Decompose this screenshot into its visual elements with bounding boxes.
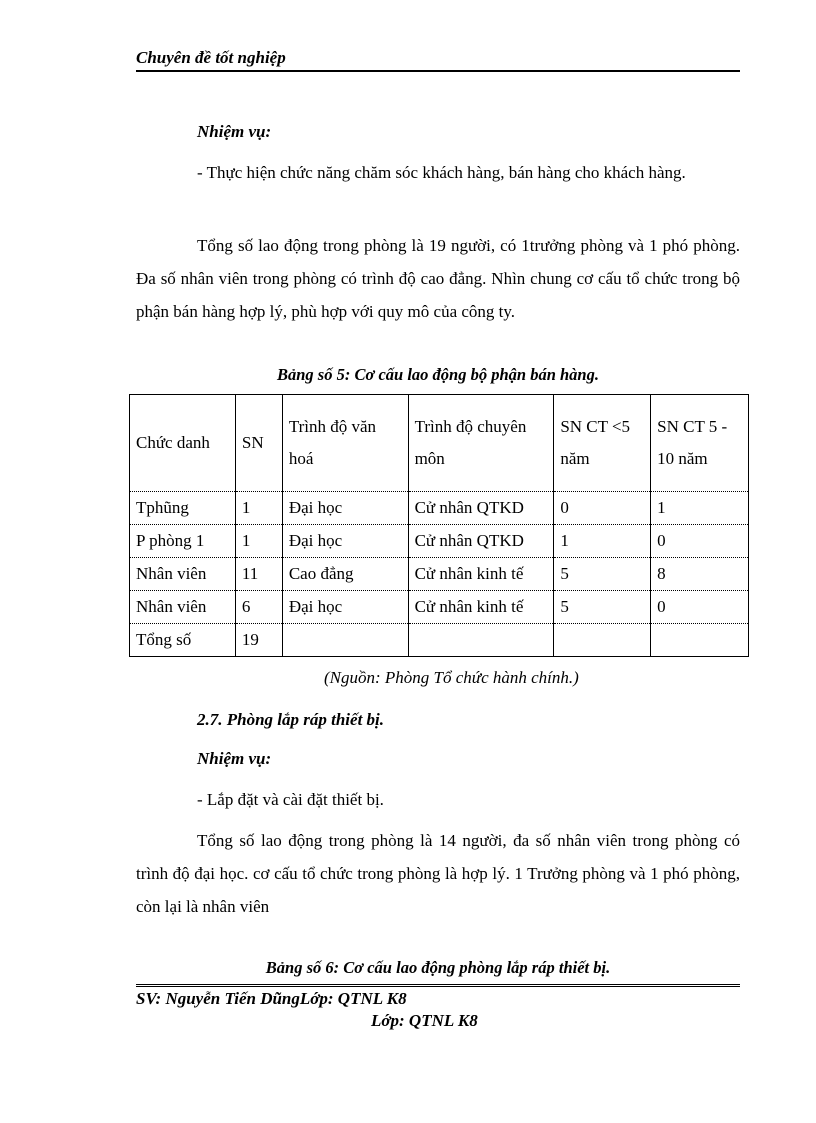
table-row (130, 591, 749, 624)
task-heading-2: Nhiệm vụ: (197, 749, 272, 768)
table-cell: P phòng 1 (130, 525, 236, 558)
section-heading: 2.7. Phòng lắp ráp thiết bị. (197, 710, 385, 729)
header-lt5: SN CT <5 năm (554, 395, 651, 492)
table-cell: Cử nhân kinh tế (408, 591, 554, 624)
table-cell: 0 (651, 525, 749, 558)
table-cell: 11 (235, 558, 282, 591)
table-header-row (130, 395, 749, 492)
table-row (130, 558, 749, 591)
table-cell: 19 (235, 624, 282, 657)
table-cell: 1 (554, 525, 651, 558)
table-cell: 1 (235, 525, 282, 558)
table-cell: 0 (554, 492, 651, 525)
table-cell: Cử nhân QTKD (408, 525, 554, 558)
page-header-title: Chuyên đề tốt nghiệp (136, 48, 740, 72)
table-cell: Cử nhân kinh tế (408, 558, 554, 591)
header-title: Chức danh (130, 395, 236, 492)
table-row (130, 525, 749, 558)
table-source-note: (Nguồn: Phòng Tổ chức hành chính.) (324, 668, 579, 687)
header-sn: SN (235, 395, 282, 492)
table-cell: Đại học (282, 591, 408, 624)
table-cell: Cử nhân QTKD (408, 492, 554, 525)
task-heading: Nhiệm vụ: (197, 122, 272, 141)
table-cell: 1 (651, 492, 749, 525)
table-cell: Nhân viên (130, 558, 236, 591)
footer-student-line: SV: Nguyễn Tiến DũngLớp: QTNL K8 (136, 989, 407, 1008)
task-item-2: - Lắp đặt và cài đặt thiết bị. (197, 790, 384, 809)
task-item: - Thực hiện chức năng chăm sóc khách hàng, bán hàng cho khách hàng. (197, 163, 686, 182)
table6-caption: Bảng số 6: Cơ cấu lao động phòng lắp ráp thiết bị. (265, 958, 611, 977)
header-major: Trình độ chuyên môn (408, 395, 554, 492)
footer-divider (136, 984, 740, 987)
table-cell (408, 624, 554, 657)
body-paragraph: Tổng số lao động trong phòng là 19 người, có 1trưởng phòng và 1 phó phòng. Đa số nhân viên trong phòng có trình độ cao đẳng. Nhìn chung cơ cấu tổ chức trong bộ phận bán hàng hợp lý, phù hợp với quy mô của công ty. (136, 236, 740, 321)
table-cell: Nhân viên (130, 591, 236, 624)
staff-table (129, 394, 749, 657)
body-paragraph-2: Tổng số lao động trong phòng là 14 người, đa số nhân viên trong phòng có trình độ đại học. cơ cấu tổ chức trong phòng là hợp lý. 1 Trưởng phòng và 1 phó phòng, còn lại là nhân viên (136, 831, 740, 916)
table-cell (651, 624, 749, 657)
table-cell: 0 (651, 591, 749, 624)
table-cell: 6 (235, 591, 282, 624)
table-cell: 1 (235, 492, 282, 525)
header-5to10: SN CT 5 - 10 năm (651, 395, 749, 492)
table-caption: Bảng số 5: Cơ cấu lao động bộ phận bán hàng. (277, 365, 599, 384)
table-cell: 5 (554, 558, 651, 591)
table-cell: Tphũng (130, 492, 236, 525)
table-cell: 8 (651, 558, 749, 591)
table-cell: Đại học (282, 525, 408, 558)
table-cell: 5 (554, 591, 651, 624)
table-total-row (130, 624, 749, 657)
table-cell: Đại học (282, 492, 408, 525)
table-row (130, 492, 749, 525)
table-cell: Cao đẳng (282, 558, 408, 591)
header-culture: Trình độ văn hoá (282, 395, 408, 492)
footer-class-line: Lớp: QTNL K8 (371, 1011, 478, 1030)
table-cell (282, 624, 408, 657)
table-cell (554, 624, 651, 657)
table-cell: Tổng số (130, 624, 236, 657)
